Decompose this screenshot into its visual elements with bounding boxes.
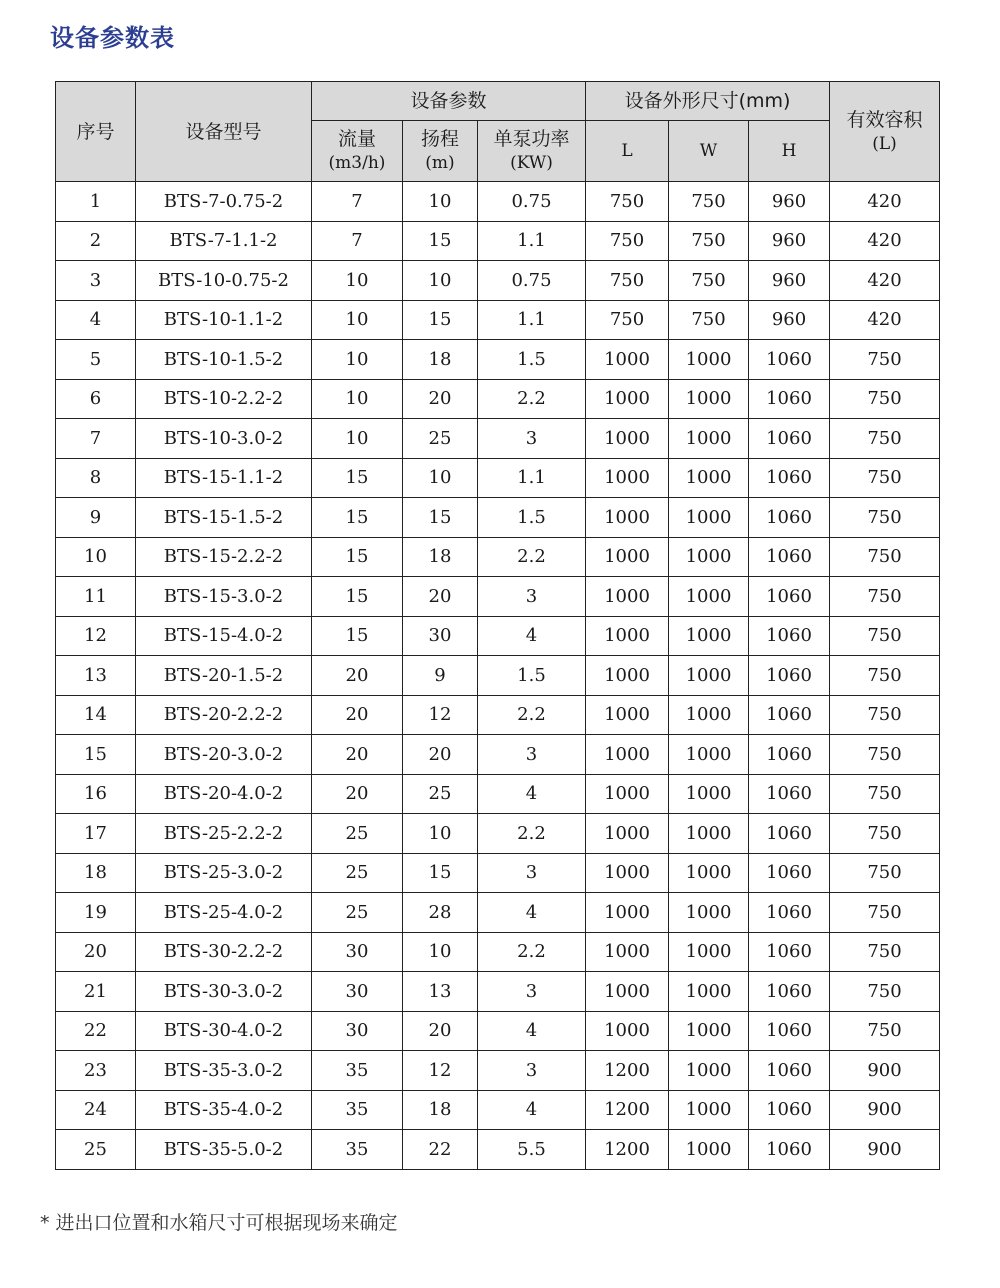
cell-volume: 750 bbox=[830, 656, 940, 696]
cell-index: 16 bbox=[56, 774, 136, 814]
cell-width: 1000 bbox=[669, 1011, 749, 1051]
cell-flow: 15 bbox=[312, 537, 403, 577]
table-row bbox=[56, 814, 940, 854]
cell-model: BTS-10-0.75-2 bbox=[136, 261, 312, 301]
cell-width: 1000 bbox=[669, 419, 749, 459]
cell-height: 1060 bbox=[749, 1011, 830, 1051]
table-row bbox=[56, 182, 940, 222]
table-row bbox=[56, 932, 940, 972]
cell-flow: 20 bbox=[312, 774, 403, 814]
cell-head: 12 bbox=[403, 695, 478, 735]
header-volume-label: 有效容积 bbox=[846, 108, 923, 131]
cell-flow: 25 bbox=[312, 853, 403, 893]
header-volume bbox=[830, 82, 940, 182]
cell-width: 1000 bbox=[669, 656, 749, 696]
cell-volume: 750 bbox=[830, 932, 940, 972]
cell-model: BTS-25-2.2-2 bbox=[136, 814, 312, 854]
cell-head: 30 bbox=[403, 616, 478, 656]
cell-model: BTS-20-2.2-2 bbox=[136, 695, 312, 735]
table-row bbox=[56, 379, 940, 419]
header-height bbox=[749, 121, 830, 182]
cell-flow: 35 bbox=[312, 1090, 403, 1130]
cell-volume: 750 bbox=[830, 972, 940, 1012]
cell-head: 10 bbox=[403, 814, 478, 854]
cell-volume: 750 bbox=[830, 458, 940, 498]
footnote: * 进出口位置和水箱尺寸可根据现场来确定 bbox=[40, 1212, 398, 1234]
table-row bbox=[56, 695, 940, 735]
cell-index: 25 bbox=[56, 1130, 136, 1170]
cell-head: 15 bbox=[403, 300, 478, 340]
cell-power: 4 bbox=[478, 616, 586, 656]
cell-volume: 750 bbox=[830, 577, 940, 617]
cell-index: 17 bbox=[56, 814, 136, 854]
cell-width: 1000 bbox=[669, 616, 749, 656]
cell-height: 1060 bbox=[749, 932, 830, 972]
cell-length: 1000 bbox=[586, 577, 669, 617]
cell-volume: 750 bbox=[830, 695, 940, 735]
table-row bbox=[56, 340, 940, 380]
cell-volume: 750 bbox=[830, 853, 940, 893]
cell-width: 1000 bbox=[669, 814, 749, 854]
page-title: 设备参数表 bbox=[50, 24, 175, 52]
cell-flow: 7 bbox=[312, 182, 403, 222]
table-row bbox=[56, 972, 940, 1012]
cell-height: 1060 bbox=[749, 537, 830, 577]
cell-length: 1000 bbox=[586, 656, 669, 696]
cell-index: 6 bbox=[56, 379, 136, 419]
cell-model: BTS-15-2.2-2 bbox=[136, 537, 312, 577]
table-row bbox=[56, 853, 940, 893]
cell-index: 2 bbox=[56, 221, 136, 261]
cell-length: 1000 bbox=[586, 893, 669, 933]
cell-length: 1000 bbox=[586, 616, 669, 656]
table-row bbox=[56, 1130, 940, 1170]
cell-width: 750 bbox=[669, 221, 749, 261]
cell-height: 960 bbox=[749, 182, 830, 222]
cell-height: 1060 bbox=[749, 853, 830, 893]
cell-length: 1000 bbox=[586, 972, 669, 1012]
cell-volume: 420 bbox=[830, 261, 940, 301]
cell-height: 1060 bbox=[749, 379, 830, 419]
cell-model: BTS-20-3.0-2 bbox=[136, 735, 312, 775]
cell-height: 1060 bbox=[749, 1090, 830, 1130]
table-row bbox=[56, 577, 940, 617]
cell-index: 10 bbox=[56, 537, 136, 577]
cell-head: 10 bbox=[403, 458, 478, 498]
cell-length: 1000 bbox=[586, 932, 669, 972]
cell-model: BTS-20-4.0-2 bbox=[136, 774, 312, 814]
cell-flow: 10 bbox=[312, 379, 403, 419]
header-flow bbox=[312, 121, 403, 182]
cell-power: 1.1 bbox=[478, 300, 586, 340]
cell-model: BTS-7-1.1-2 bbox=[136, 221, 312, 261]
cell-power: 2.2 bbox=[478, 932, 586, 972]
cell-width: 1000 bbox=[669, 735, 749, 775]
cell-flow: 20 bbox=[312, 695, 403, 735]
cell-model: BTS-7-0.75-2 bbox=[136, 182, 312, 222]
cell-flow: 10 bbox=[312, 419, 403, 459]
header-length bbox=[586, 121, 669, 182]
cell-volume: 900 bbox=[830, 1090, 940, 1130]
cell-volume: 750 bbox=[830, 419, 940, 459]
cell-flow: 15 bbox=[312, 458, 403, 498]
cell-model: BTS-10-3.0-2 bbox=[136, 419, 312, 459]
cell-model: BTS-10-1.5-2 bbox=[136, 340, 312, 380]
cell-width: 750 bbox=[669, 261, 749, 301]
cell-volume: 750 bbox=[830, 735, 940, 775]
cell-head: 10 bbox=[403, 932, 478, 972]
cell-model: BTS-15-1.5-2 bbox=[136, 498, 312, 538]
cell-volume: 420 bbox=[830, 221, 940, 261]
cell-volume: 750 bbox=[830, 1011, 940, 1051]
cell-index: 1 bbox=[56, 182, 136, 222]
cell-power: 2.2 bbox=[478, 695, 586, 735]
cell-model: BTS-35-4.0-2 bbox=[136, 1090, 312, 1130]
cell-head: 9 bbox=[403, 656, 478, 696]
cell-index: 20 bbox=[56, 932, 136, 972]
cell-index: 11 bbox=[56, 577, 136, 617]
cell-height: 1060 bbox=[749, 340, 830, 380]
cell-flow: 20 bbox=[312, 656, 403, 696]
cell-power: 2.2 bbox=[478, 814, 586, 854]
cell-head: 20 bbox=[403, 735, 478, 775]
cell-volume: 750 bbox=[830, 498, 940, 538]
cell-width: 1000 bbox=[669, 1090, 749, 1130]
cell-power: 5.5 bbox=[478, 1130, 586, 1170]
header-model: 设备型号 bbox=[136, 82, 312, 182]
table-row bbox=[56, 458, 940, 498]
table-row bbox=[56, 221, 940, 261]
header-power-unit: (KW) bbox=[510, 153, 553, 173]
cell-model: BTS-25-3.0-2 bbox=[136, 853, 312, 893]
cell-model: BTS-30-3.0-2 bbox=[136, 972, 312, 1012]
cell-index: 3 bbox=[56, 261, 136, 301]
cell-model: BTS-15-1.1-2 bbox=[136, 458, 312, 498]
cell-index: 18 bbox=[56, 853, 136, 893]
cell-model: BTS-15-3.0-2 bbox=[136, 577, 312, 617]
table-row bbox=[56, 537, 940, 577]
cell-flow: 30 bbox=[312, 932, 403, 972]
cell-volume: 750 bbox=[830, 537, 940, 577]
cell-model: BTS-35-3.0-2 bbox=[136, 1051, 312, 1091]
cell-height: 1060 bbox=[749, 972, 830, 1012]
header-index: 序号 bbox=[56, 82, 136, 182]
cell-height: 1060 bbox=[749, 695, 830, 735]
cell-head: 10 bbox=[403, 261, 478, 301]
cell-volume: 420 bbox=[830, 300, 940, 340]
cell-index: 14 bbox=[56, 695, 136, 735]
cell-volume: 750 bbox=[830, 893, 940, 933]
cell-width: 1000 bbox=[669, 853, 749, 893]
cell-power: 4 bbox=[478, 1011, 586, 1051]
cell-flow: 20 bbox=[312, 735, 403, 775]
cell-model: BTS-10-2.2-2 bbox=[136, 379, 312, 419]
table-row bbox=[56, 300, 940, 340]
header-head-unit: (m) bbox=[425, 153, 455, 173]
header-volume-unit: (L) bbox=[872, 133, 897, 154]
cell-head: 20 bbox=[403, 1011, 478, 1051]
cell-height: 1060 bbox=[749, 498, 830, 538]
cell-index: 12 bbox=[56, 616, 136, 656]
cell-power: 4 bbox=[478, 893, 586, 933]
cell-height: 1060 bbox=[749, 616, 830, 656]
header-power bbox=[478, 121, 586, 182]
cell-height: 1060 bbox=[749, 735, 830, 775]
cell-width: 1000 bbox=[669, 972, 749, 1012]
cell-height: 960 bbox=[749, 300, 830, 340]
cell-width: 1000 bbox=[669, 1051, 749, 1091]
header-dims-group: 设备外形尺寸(mm) bbox=[586, 82, 830, 121]
cell-power: 4 bbox=[478, 1090, 586, 1130]
cell-flow: 7 bbox=[312, 221, 403, 261]
cell-height: 1060 bbox=[749, 893, 830, 933]
table-row bbox=[56, 656, 940, 696]
cell-volume: 420 bbox=[830, 182, 940, 222]
cell-power: 3 bbox=[478, 735, 586, 775]
cell-length: 1000 bbox=[586, 774, 669, 814]
cell-height: 1060 bbox=[749, 656, 830, 696]
cell-height: 1060 bbox=[749, 774, 830, 814]
cell-length: 1000 bbox=[586, 1011, 669, 1051]
table-row bbox=[56, 774, 940, 814]
cell-head: 25 bbox=[403, 419, 478, 459]
cell-length: 1200 bbox=[586, 1130, 669, 1170]
cell-width: 1000 bbox=[669, 774, 749, 814]
cell-volume: 750 bbox=[830, 814, 940, 854]
cell-model: BTS-20-1.5-2 bbox=[136, 656, 312, 696]
cell-power: 0.75 bbox=[478, 182, 586, 222]
cell-height: 960 bbox=[749, 221, 830, 261]
cell-power: 4 bbox=[478, 774, 586, 814]
cell-height: 960 bbox=[749, 261, 830, 301]
cell-head: 10 bbox=[403, 182, 478, 222]
cell-model: BTS-10-1.1-2 bbox=[136, 300, 312, 340]
cell-width: 750 bbox=[669, 300, 749, 340]
cell-length: 750 bbox=[586, 300, 669, 340]
cell-length: 1200 bbox=[586, 1051, 669, 1091]
cell-flow: 30 bbox=[312, 972, 403, 1012]
table-header bbox=[56, 82, 940, 182]
cell-power: 3 bbox=[478, 972, 586, 1012]
cell-power: 3 bbox=[478, 419, 586, 459]
cell-index: 21 bbox=[56, 972, 136, 1012]
cell-head: 20 bbox=[403, 577, 478, 617]
cell-head: 12 bbox=[403, 1051, 478, 1091]
cell-width: 1000 bbox=[669, 893, 749, 933]
cell-head: 18 bbox=[403, 340, 478, 380]
table-row bbox=[56, 498, 940, 538]
cell-power: 1.5 bbox=[478, 340, 586, 380]
cell-head: 18 bbox=[403, 1090, 478, 1130]
spec-table bbox=[55, 81, 940, 1170]
cell-width: 1000 bbox=[669, 498, 749, 538]
header-height-label: H bbox=[781, 141, 797, 161]
cell-index: 15 bbox=[56, 735, 136, 775]
cell-length: 1000 bbox=[586, 735, 669, 775]
cell-volume: 750 bbox=[830, 379, 940, 419]
cell-length: 1000 bbox=[586, 419, 669, 459]
cell-length: 1200 bbox=[586, 1090, 669, 1130]
cell-flow: 30 bbox=[312, 1011, 403, 1051]
cell-length: 1000 bbox=[586, 340, 669, 380]
header-flow-unit: (m3/h) bbox=[328, 153, 386, 173]
table-row bbox=[56, 616, 940, 656]
cell-power: 1.1 bbox=[478, 458, 586, 498]
cell-volume: 750 bbox=[830, 774, 940, 814]
cell-length: 1000 bbox=[586, 537, 669, 577]
cell-length: 1000 bbox=[586, 695, 669, 735]
cell-power: 3 bbox=[478, 1051, 586, 1091]
cell-power: 3 bbox=[478, 577, 586, 617]
cell-width: 1000 bbox=[669, 379, 749, 419]
cell-index: 22 bbox=[56, 1011, 136, 1051]
table-row bbox=[56, 1051, 940, 1091]
cell-head: 15 bbox=[403, 853, 478, 893]
cell-width: 1000 bbox=[669, 577, 749, 617]
cell-index: 7 bbox=[56, 419, 136, 459]
table-row bbox=[56, 261, 940, 301]
cell-height: 1060 bbox=[749, 458, 830, 498]
cell-flow: 10 bbox=[312, 300, 403, 340]
header-flow-label: 流量 bbox=[337, 128, 376, 150]
header-params-group: 设备参数 bbox=[312, 82, 586, 121]
cell-head: 25 bbox=[403, 774, 478, 814]
cell-volume: 750 bbox=[830, 616, 940, 656]
cell-width: 1000 bbox=[669, 1130, 749, 1170]
cell-height: 1060 bbox=[749, 814, 830, 854]
cell-volume: 900 bbox=[830, 1051, 940, 1091]
cell-model: BTS-35-5.0-2 bbox=[136, 1130, 312, 1170]
cell-power: 0.75 bbox=[478, 261, 586, 301]
cell-width: 1000 bbox=[669, 458, 749, 498]
cell-height: 1060 bbox=[749, 1130, 830, 1170]
cell-length: 750 bbox=[586, 182, 669, 222]
cell-head: 18 bbox=[403, 537, 478, 577]
table-row bbox=[56, 419, 940, 459]
cell-flow: 15 bbox=[312, 498, 403, 538]
cell-head: 15 bbox=[403, 498, 478, 538]
cell-height: 1060 bbox=[749, 419, 830, 459]
cell-length: 1000 bbox=[586, 814, 669, 854]
cell-index: 9 bbox=[56, 498, 136, 538]
cell-index: 24 bbox=[56, 1090, 136, 1130]
cell-width: 750 bbox=[669, 182, 749, 222]
cell-index: 8 bbox=[56, 458, 136, 498]
cell-flow: 15 bbox=[312, 616, 403, 656]
cell-head: 13 bbox=[403, 972, 478, 1012]
cell-power: 1.5 bbox=[478, 656, 586, 696]
cell-width: 1000 bbox=[669, 340, 749, 380]
cell-length: 750 bbox=[586, 221, 669, 261]
cell-model: BTS-25-4.0-2 bbox=[136, 893, 312, 933]
cell-model: BTS-30-2.2-2 bbox=[136, 932, 312, 972]
table-row bbox=[56, 1011, 940, 1051]
cell-power: 2.2 bbox=[478, 379, 586, 419]
cell-flow: 10 bbox=[312, 261, 403, 301]
cell-power: 1.1 bbox=[478, 221, 586, 261]
header-head bbox=[403, 121, 478, 182]
cell-width: 1000 bbox=[669, 932, 749, 972]
cell-height: 1060 bbox=[749, 577, 830, 617]
cell-head: 28 bbox=[403, 893, 478, 933]
cell-index: 23 bbox=[56, 1051, 136, 1091]
cell-flow: 35 bbox=[312, 1130, 403, 1170]
cell-volume: 900 bbox=[830, 1130, 940, 1170]
cell-index: 19 bbox=[56, 893, 136, 933]
cell-index: 5 bbox=[56, 340, 136, 380]
cell-flow: 25 bbox=[312, 893, 403, 933]
cell-height: 1060 bbox=[749, 1051, 830, 1091]
header-width bbox=[669, 121, 749, 182]
cell-power: 1.5 bbox=[478, 498, 586, 538]
cell-power: 3 bbox=[478, 853, 586, 893]
table-row bbox=[56, 893, 940, 933]
cell-width: 1000 bbox=[669, 537, 749, 577]
cell-head: 20 bbox=[403, 379, 478, 419]
cell-length: 750 bbox=[586, 261, 669, 301]
cell-head: 15 bbox=[403, 221, 478, 261]
cell-length: 1000 bbox=[586, 498, 669, 538]
cell-length: 1000 bbox=[586, 458, 669, 498]
header-head-label: 扬程 bbox=[420, 128, 459, 150]
table-row bbox=[56, 735, 940, 775]
cell-width: 1000 bbox=[669, 695, 749, 735]
header-width-label: W bbox=[699, 141, 718, 161]
header-power-label: 单泵功率 bbox=[493, 128, 570, 150]
cell-model: BTS-15-4.0-2 bbox=[136, 616, 312, 656]
cell-flow: 25 bbox=[312, 814, 403, 854]
cell-model: BTS-30-4.0-2 bbox=[136, 1011, 312, 1051]
cell-index: 4 bbox=[56, 300, 136, 340]
cell-flow: 15 bbox=[312, 577, 403, 617]
cell-volume: 750 bbox=[830, 340, 940, 380]
cell-flow: 35 bbox=[312, 1051, 403, 1091]
header-length-label: L bbox=[621, 141, 633, 161]
cell-flow: 10 bbox=[312, 340, 403, 380]
cell-index: 13 bbox=[56, 656, 136, 696]
cell-head: 22 bbox=[403, 1130, 478, 1170]
table-body bbox=[56, 182, 940, 1170]
cell-length: 1000 bbox=[586, 379, 669, 419]
cell-power: 2.2 bbox=[478, 537, 586, 577]
table-row bbox=[56, 1090, 940, 1130]
cell-length: 1000 bbox=[586, 853, 669, 893]
